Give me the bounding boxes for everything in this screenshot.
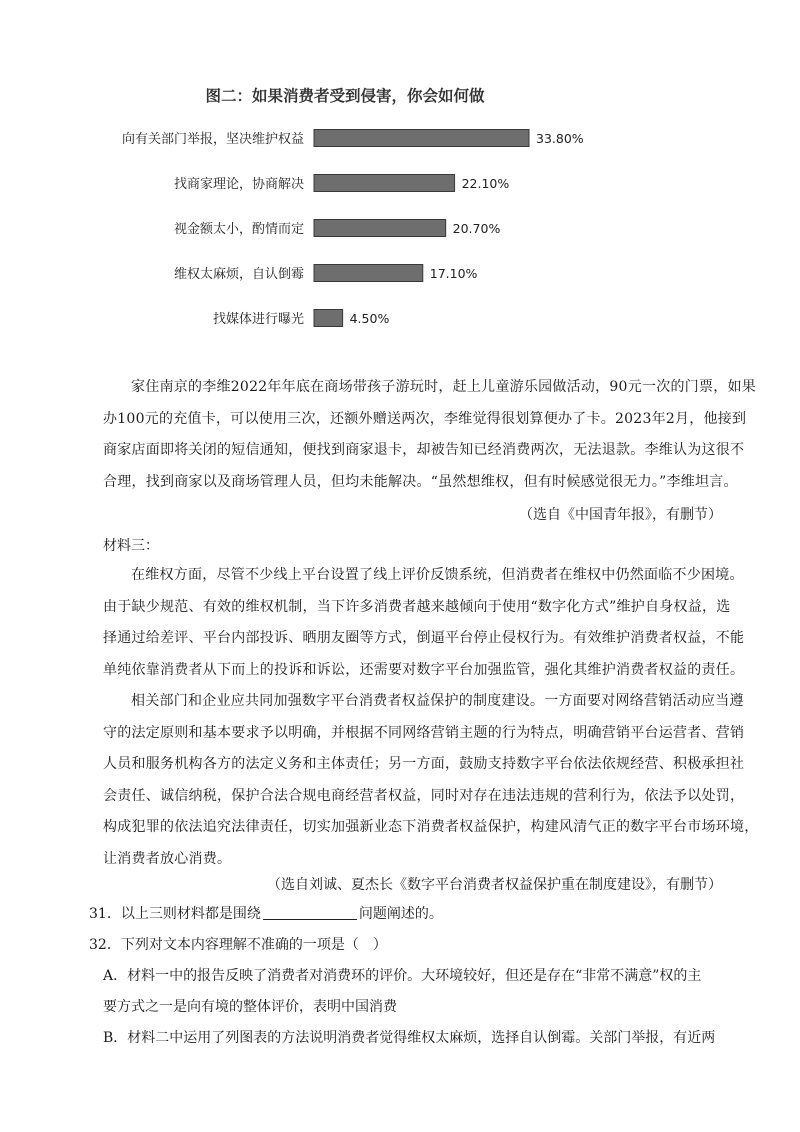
value-label: 33.80% <box>536 131 584 146</box>
bar <box>314 265 423 282</box>
option-a-line-1: A．材料一中的报告反映了消费者对消费环的评价。大环境较好，但还是存在“非常不满意”权的主 <box>103 968 702 984</box>
material-3-heading: 材料三： <box>103 538 159 554</box>
text-line: 会责任、诚信纳税，保护合法合规电商经营者权益，同时对存在违法违规的营利行为，依法予以处罚， <box>103 787 745 804</box>
category-label: 找媒体进行曝光 <box>212 312 304 327</box>
category-label: 向有关部门举报，坚决维护权益 <box>121 132 304 147</box>
text-line: 家住南京的李维2022年年底在商场带孩子游玩时，赶上儿童游乐园做活动，90元一次的门票，如果 <box>131 379 756 395</box>
text-line: 构成犯罪的依法追究法律责任，切实加强新业态下消费者权益保护，构建风清气正的数字平台市场环境， <box>103 819 759 835</box>
value-label: 20.70% <box>452 221 501 236</box>
material-3-paragraph-1 <box>103 560 745 686</box>
text-line: 择通过给差评、平台内部投诉、晒朋友圈等方式，倒逼平台停止侵权行为。有效维护消费者权益，不能 <box>103 630 745 646</box>
bar <box>314 220 446 237</box>
bar <box>314 175 455 192</box>
value-label: 17.10% <box>429 266 478 281</box>
text-line: 守的法定原则和基本要求予以明确，并根据不同网络营销主题的行为特点，明确营销平台运营者、营销 <box>103 724 745 741</box>
chart-title: 图二：如果消费者受到侵害，你会如何做 <box>205 87 485 105</box>
question-31-prefix: 31．以上三则材料都是围绕 <box>89 906 261 922</box>
text-line: 人员和服务机构各方的法定义务和主体责任；另一方面，鼓励支持数字平台依法依规经营、积极承担社 <box>103 756 745 772</box>
bar <box>314 130 529 147</box>
category-label: 找商家理论，协商解决 <box>173 177 304 192</box>
text-line: 由于缺少规范、有效的维权机制，当下许多消费者越来越倾向于使用“数字化方式”维护自身权益，选 <box>103 598 731 615</box>
question-32: 32．下列对文本内容理解不准确的一项是（ ） <box>89 937 387 953</box>
material-3-source: （选自刘诚、夏杰长《数字平台消费者权益保护重在制度建设》，有删节） <box>267 877 722 893</box>
text-line: 单纯依靠消费者从下而上的投诉和诉讼，还需要对数字平台加强监管，强化其维护消费者权益的责任。 <box>103 661 745 678</box>
option-a-line-2: 要方式之一是向有境的整体评价，表明中国消费 <box>103 999 397 1015</box>
value-label: 22.10% <box>461 176 510 191</box>
material-2-source: （选自《中国青年报》，有删节） <box>519 507 722 523</box>
text-line: 办100元的充值卡，可以使用三次，还额外赠送两次，李维觉得很划算便办了卡。2023年2月，他接到 <box>103 410 747 427</box>
text-line: 让消费者放心消费。 <box>103 850 232 867</box>
text-line: 相关部门和企业应共同加强数字平台消费者权益保护的制度建设。一方面要对网络营销活动应当遵 <box>131 693 744 709</box>
category-label: 维权太麻烦，自认倒霉 <box>173 267 304 282</box>
text-line: 商家店面即将关闭的短信通知，便找到商家退卡，却被告知已经消费两次，无法退款。李维认为这很不 <box>103 442 745 458</box>
question-31-suffix: 问题阐述的。 <box>358 906 443 922</box>
value-label: 4.50% <box>349 311 390 326</box>
material-3-paragraph-2 <box>103 686 759 875</box>
category-label: 视金额太小，酌情而定 <box>173 222 304 237</box>
material-2-paragraph <box>103 372 756 498</box>
answer-blank[interactable] <box>263 905 357 920</box>
question-31 <box>89 903 443 923</box>
text-line: 合理，找到商家以及商场管理人员，但均未能解决。“虽然想维权，但有时候感觉很无力。”李维坦言。 <box>103 473 738 490</box>
bar <box>314 310 343 327</box>
text-line: 在维权方面，尽管不少线上平台设置了线上评价反馈系统，但消费者在维权中仍然面临不少困境。 <box>131 567 744 583</box>
option-b-line-1: B．材料二中运用了列图表的方法说明消费者觉得维权太麻烦，选择自认倒霉。关部门举报，有近两 <box>103 1030 716 1046</box>
bar-chart <box>0 110 800 350</box>
